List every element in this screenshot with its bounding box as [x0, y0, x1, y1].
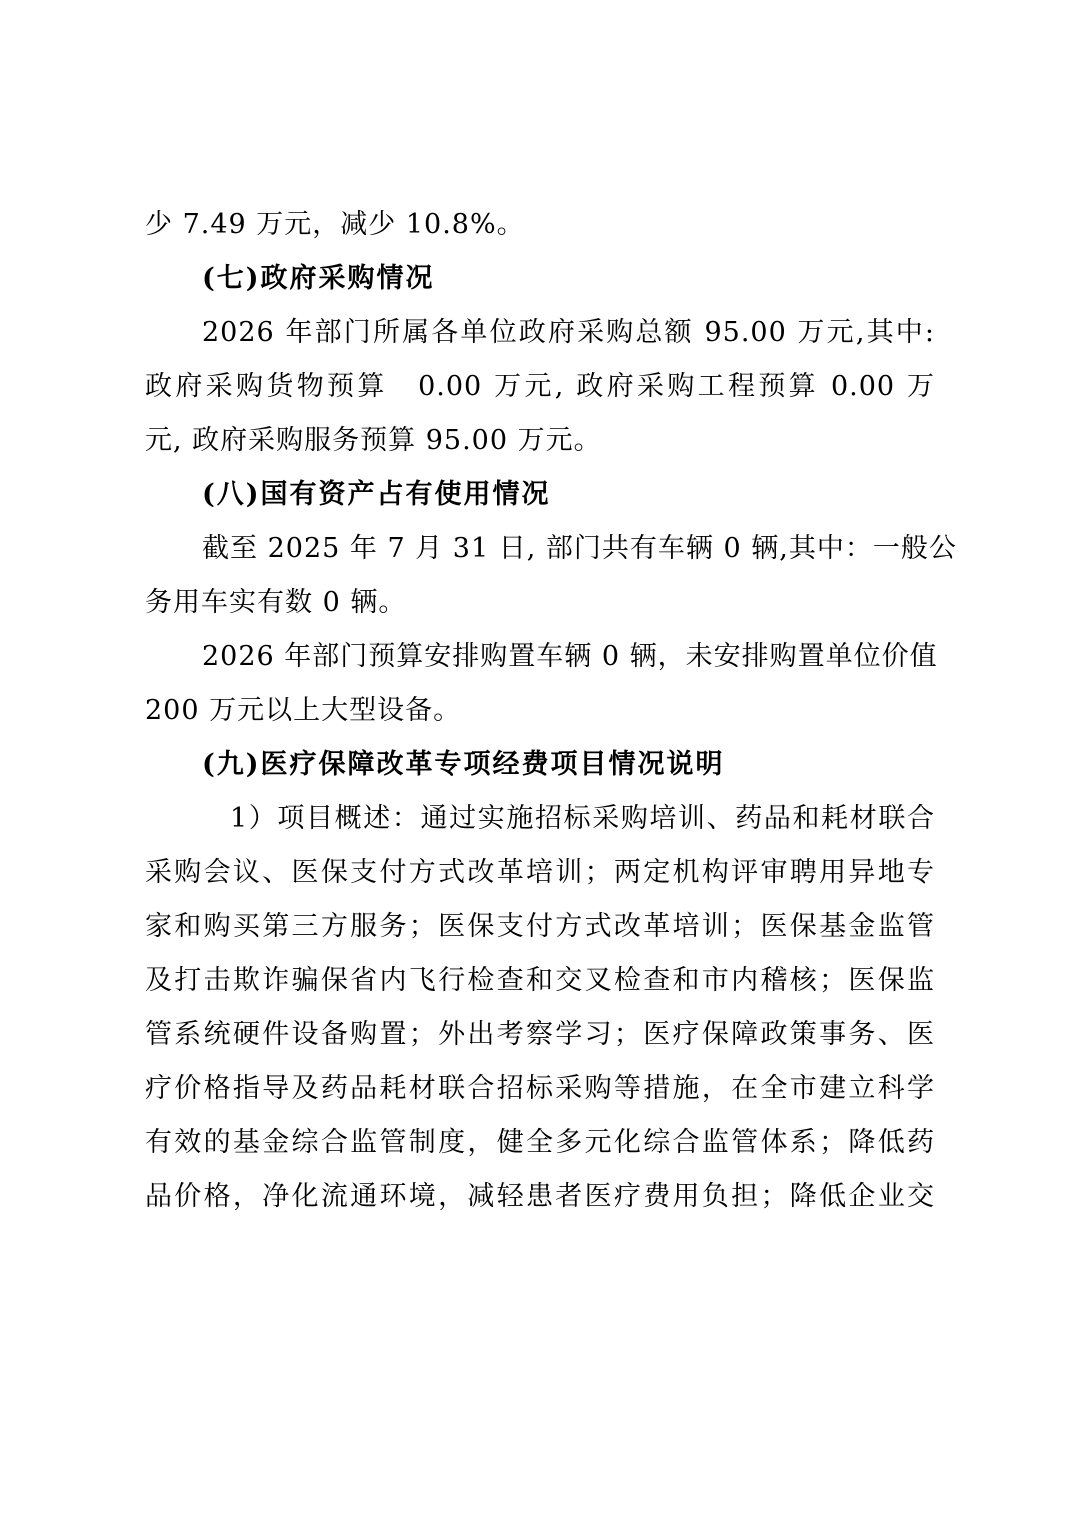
paragraph-line: 2026 年部门预算安排购置车辆 0 辆，未安排购置单位价值: [202, 641, 938, 672]
paragraph-line: 疗价格指导及药品耗材联合招标采购等措施，在全市建立科学: [145, 1073, 935, 1104]
paragraph-line: 家和购买第三方服务；医保支付方式改革培训；医保基金监管: [145, 911, 935, 942]
paragraph-line: 品价格，净化流通环境，减轻患者医疗费用负担；降低企业交: [145, 1181, 935, 1212]
paragraph-line: 截至 2025 年 7 月 31 日, 部门共有车辆 0 辆,其中：一般公: [202, 533, 957, 564]
section-heading-medical-reform-project: (九)医疗保障改革专项经费项目情况说明: [202, 749, 725, 780]
paragraph-line: 有效的基金综合监管制度，健全多元化综合监管体系；降低药: [145, 1127, 935, 1158]
paragraph-line: 元, 政府采购服务预算 95.00 万元。: [145, 425, 602, 456]
paragraph-line: 管系统硬件设备购置；外出考察学习；医疗保障政策事务、医: [145, 1019, 935, 1050]
paragraph-line: 2026 年部门所属各单位政府采购总额 95.00 万元,其中:: [202, 317, 935, 348]
section-heading-state-assets: (八)国有资产占有使用情况: [202, 479, 551, 510]
paragraph-line: 务用车实有数 0 辆。: [145, 587, 407, 618]
paragraph-line: 200 万元以上大型设备。: [145, 695, 462, 726]
paragraph-line: 采购会议、医保支付方式改革培训；两定机构评审聘用异地专: [145, 857, 935, 888]
paragraph-line: 及打击欺诈骗保省内飞行检查和交叉检查和市内稽核；医保监: [145, 965, 935, 996]
section-heading-government-procurement: (七)政府采购情况: [202, 263, 435, 294]
paragraph-line: 政府采购货物预算 0.00 万元, 政府采购工程预算 0.00 万: [145, 371, 935, 402]
paragraph-line: 1）项目概述：通过实施招标采购培训、药品和耗材联合: [230, 803, 935, 834]
paragraph-line: 少 7.49 万元，减少 10.8%。: [145, 209, 525, 240]
